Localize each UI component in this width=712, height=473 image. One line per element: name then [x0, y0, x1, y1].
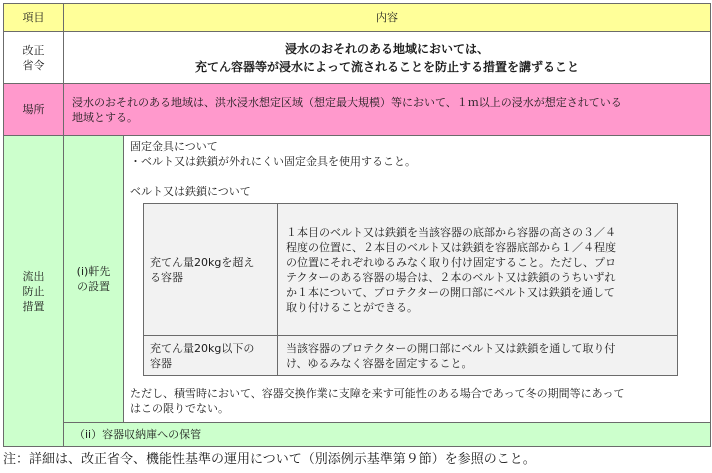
belt-spec-label-line: る容器	[150, 270, 183, 284]
belt-title: ベルト又は鉄鎖について	[130, 185, 251, 198]
kaisei-content-line: 充てん容器等が浸水によって流されることを防止する措置を講ずること	[194, 59, 579, 74]
header-content-cell: 内容	[64, 4, 711, 32]
footnote: 注：詳細は、改正省令、機能性基準の運用について（別添例示基準第９節）を参照のこと。	[3, 452, 536, 467]
ryushutsu-label-line: 措置	[22, 299, 45, 313]
kotei-title: 固定金具について	[130, 140, 218, 153]
belt-spec-content-line: 当該容器のプロテクターの開口部にベルト又は鉄鎖を通して取り付	[286, 341, 616, 355]
noki-row	[4, 136, 711, 423]
noki-label-cell	[64, 136, 124, 423]
belt-spec-content-cell	[278, 204, 678, 336]
basho-row	[4, 84, 711, 136]
header-row	[4, 4, 711, 32]
basho-content-line: 地域とする。	[72, 110, 138, 124]
kaisei-label-cell	[4, 32, 64, 84]
header-item-cell: 項目	[4, 4, 64, 32]
basho-content-cell	[64, 84, 711, 136]
kaisei-label-line: 省令	[22, 58, 45, 72]
regulation-table	[3, 3, 711, 447]
basho-label-cell: 場所	[4, 84, 64, 136]
noki-content-cell	[124, 136, 711, 423]
belt-spec-label-line: 充てん量20kgを超え	[150, 255, 255, 269]
spacer	[130, 169, 704, 184]
regulation-table-wrapper	[3, 3, 710, 447]
kaisei-row	[4, 32, 711, 84]
belt-spec-table	[143, 203, 678, 376]
belt-spec-label-cell	[144, 336, 278, 376]
winter-exception-line: ただし、積雪時において、容器交換作業に支障を来す可能性のある場合であって冬の期間等にあって	[130, 387, 625, 400]
belt-spec-row	[144, 336, 678, 376]
kaisei-content-line: 浸水のおそれのある地域においては、	[284, 41, 489, 56]
belt-spec-content-line: 程度の位置に、２本目のベルト又は鉄鎖を容器底部から１／４程度	[286, 240, 616, 254]
kaisei-content-cell	[64, 32, 711, 84]
belt-spec-label-cell	[144, 204, 278, 336]
belt-spec-label-line: 容器	[150, 356, 172, 370]
ryushutsu-label-line: 防止	[22, 284, 45, 298]
belt-spec-content-cell	[278, 336, 678, 376]
belt-spec-content-line: か１本について、プロテクターの開口部にベルト又は鉄鎖を通して	[286, 285, 615, 299]
ryushutsu-label-line: 流出	[22, 269, 45, 283]
ryushutsu-label-cell	[4, 136, 64, 447]
belt-spec-content-line: け、ゆるみなく容器を固定すること。	[286, 356, 473, 370]
basho-content-line: 浸水のおそれのある地域は、洪水浸水想定区域（想定最大規模）等において、１ｍ以上の浸水が想定されている	[72, 95, 622, 109]
winter-exception-note	[130, 386, 704, 416]
belt-spec-label-line: 充てん量20kg以下の	[150, 341, 255, 355]
belt-spec-content-line: テクターのある容器の場合は、２本のベルト又は鉄鎖のうちいずれ	[286, 270, 616, 284]
noki-label-line: (i)軒先	[76, 265, 111, 278]
belt-spec-row	[144, 204, 678, 336]
noki-label-line: の設置	[77, 280, 110, 293]
winter-exception-line: はこの限りでない。	[130, 402, 229, 415]
belt-spec-content-line: 取り付けることができる。	[286, 300, 418, 314]
kaisei-label-line: 改正	[22, 43, 45, 57]
storage-cell: （ii）容器収納庫への保管	[64, 423, 711, 447]
belt-spec-content-line: １本目のベルト又は鉄鎖を当該容器の底部から容器の高さの３／４	[286, 225, 616, 239]
storage-row	[4, 423, 711, 447]
belt-spec-content-line: の位置にそれぞれゆるみなく取り付け固定すること。ただし、プロ	[286, 255, 616, 269]
kotei-item: ・ベルト又は鉄鎖が外れにくい固定金具を使用すること。	[130, 155, 416, 168]
